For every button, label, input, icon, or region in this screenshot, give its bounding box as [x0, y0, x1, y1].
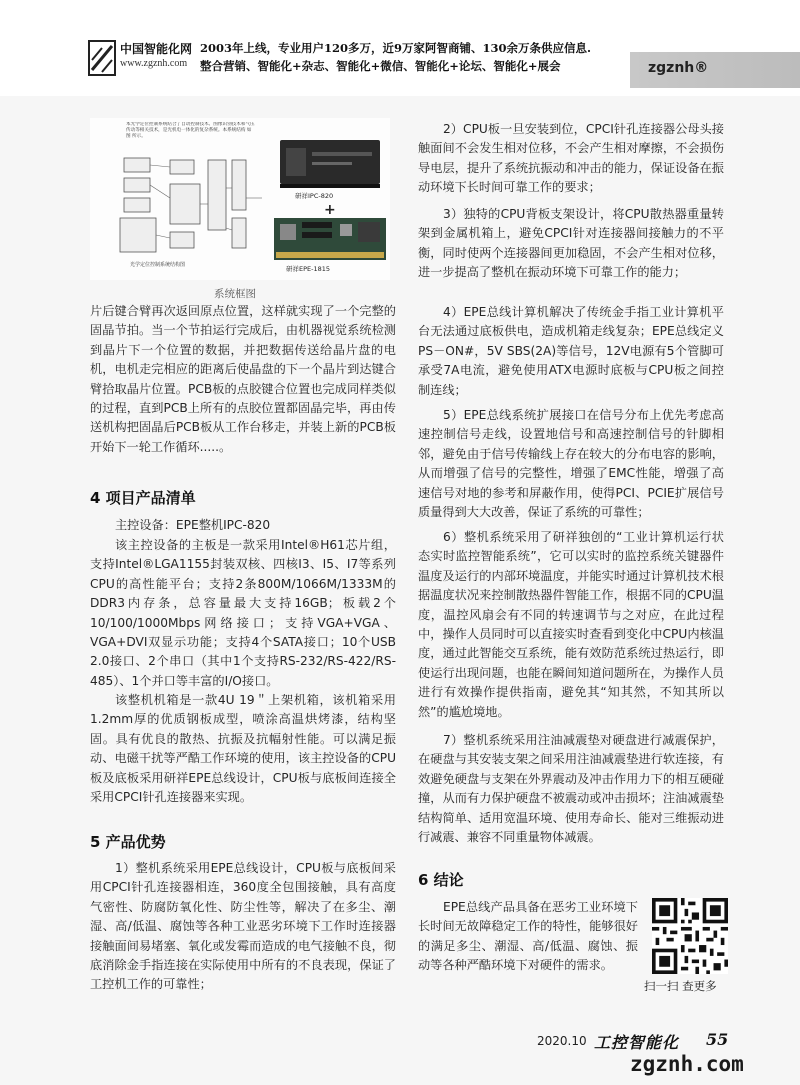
magazine-name: 工控智能化	[594, 1033, 680, 1052]
header-tagline-2: 整合营销、智能化+杂志、智能化+微信、智能化+论坛、智能化+展会	[200, 59, 561, 73]
qr-caption: 扫一扫 查更多	[644, 979, 717, 993]
paragraph-advantage-5: 5）EPE总线系统扩展接口在信号分布上优先考虑高速控制信号走线，设置地信号和高速控制信号的针脚相邻，避免由于信号传输线上存在较大的分布电容的影响，从而增强了信号的完整性，增强了EMC性能，增强了高速信号对地的参考和屏蔽作用，使得PCI、PCIE扩展信号质量得到大大改善，保证了系统的可靠性；	[418, 408, 724, 520]
heading-section-5: 5 产品优势	[90, 833, 166, 851]
brand-name: zgznh®	[648, 60, 709, 76]
epe-1815-board-photo	[274, 218, 386, 260]
product-label-ipc-820: 研祥IPC-820	[295, 192, 334, 200]
figure-caption: 系统框图	[214, 288, 256, 300]
heading-section-6: 6 结论	[418, 871, 464, 889]
site-name: 中国智能化网	[120, 42, 193, 56]
footer-url[interactable]: zgznh.com	[630, 1052, 744, 1076]
page-number: 55	[706, 1030, 729, 1049]
paragraph-motherboard: 该主控设备的主板是一款采用Intel®H61芯片组，支持Intel®LGA1155封装双核、四核I3、I5、I7等系列CPU的高性能平台；支持2条800M/1066M/1333M的DDR3内存条，总容量最大支持16GB；板载2个10/100/1000Mbps网络接口；支持VGA+VGA、VGA+DVI双显示功能；支持4个SATA接口；10个USB 2.0接口、2个串口（其中1个支持RS-232/RS-422/RS-485）、1个并口等丰富的I/O接口。	[90, 538, 396, 688]
figure-description: 本光学定位控制系统结合了自动控制技术、图像识别技术和气压传动等相关技术，是光机电一体化的复杂系统。本系统结构 如图 所示。	[126, 122, 255, 139]
paragraph-chassis: 该整机机箱是一款4U 19＂上架机箱，该机箱采用1.2mm厚的优质钢板成型，喷涂高温烘烤漆，结构坚固。具有优良的散热、抗振及抗幅射性能。可以满足振动、电磁干扰等严酷工作环境的使用，该主控设备的CPU板及底板采用研祥EPE总线设计，CPU板与底板间连接全采用CPCI针孔连接器来实现。	[90, 693, 396, 805]
paragraph-main-device: 主控设备：EPE整机IPC-820	[115, 518, 271, 532]
site-url[interactable]: www.zgznh.com	[120, 58, 188, 69]
paragraph-advantage-4: 4）EPE总线计算机解决了传统金手指工业计算机平台无法通过底板供电，造成机箱走线复杂；EPE总线定义PS－ON#，5V SBS(2A)等信号，12V电源有5个管脚可承受7A电流，避免使用ATX电源时底板与CPU板之间控制连线；	[418, 305, 724, 397]
paragraph-conclusion: EPE总线产品具备在恶劣工业环境下长时间无故障稳定工作的特性，能够很好的满足多尘、潮湿、高/低温、腐蚀、振动等各种严酷环境下对硬件的需求。	[418, 900, 638, 973]
issue-date: 2020.10	[537, 1034, 587, 1048]
diagram-bottom-label: 光学定位控制系统结构图	[130, 262, 186, 268]
paragraph-advantage-3: 3）独特的CPU背板支架设计，将CPU散热器重量转架到金属机箱上，避免CPCI针对连接器间接触力的不平衡，同时使两个连接器间更加稳固，不会产生相对位移，进一步提高了整机在振动环境下可靠工作的能力；	[418, 207, 724, 280]
paragraph-advantage-7: 7）整机系统采用注油减震垫对硬盘进行减震保护，在硬盘与其安装支架之间采用注油减震垫进行软连接，有效避免硬盘与支架在外界震动及冲击作用力下的相互硬碰撞，从而有力保护硬盘不被震动或冲击损坏；注油减震垫结构简单、适用宽温环境、使用寿命长、能对三维振动进行减震、兼容不同重量物体减震。	[418, 733, 724, 845]
logo-icon	[88, 40, 116, 76]
plus-sign: +	[324, 202, 336, 218]
ipc-820-photo	[280, 140, 380, 188]
paragraph-process-cont: 片后键合臂再次返回原点位置，这样就实现了一个完整的固晶节拍。当一个节拍运行完成后，由机器视觉系统检测到晶片下一个位置的数据，并把数据传送给晶片盘的电机，电机走完相应的距离后使晶盘的下一个晶片到达键合臂拾取晶片位置。PCB板的点胶键合位置也完成同样类似的过程，直到PCB上所有的点胶位置都固晶完毕，再由传送机构把固晶后PCB板从工作台移走，并装上新的PCB板开始下一轮工作循环.....。	[90, 304, 396, 454]
page-header	[0, 0, 800, 96]
header-tagline-1: 2003年上线，专业用户120多万，近9万家阿智商铺、130余万条供应信息.	[200, 41, 592, 55]
product-label-epe-1815: 研祥EPE-1815	[286, 265, 331, 273]
paragraph-advantage-6: 6）整机系统采用了研祥独创的“工业计算机运行状态实时监控智能系统”，它可以实时的监控系统关键器件温度及运行的内部环境温度，并能实时通过计算机技术根据温度状况来控制散热器件智能工作，根据不同的CPU温度，温控风扇会有不同的转速调节与之对应，在此过程中，操作人员同时可以直接实时查看到变化中CPU内核温度，通过此智能交互系统，能有效防范系统过热运行，即使运行出现问题，也能在瞬间知道问题所在，为操作人员进行有效操作提供指南，避免其“知其然，不知其所以然”的尴尬境地。	[418, 530, 724, 719]
qr-code[interactable]	[652, 898, 728, 974]
system-block-diagram	[90, 118, 390, 280]
paragraph-advantage-1: 1）整机系统采用EPE总线设计，CPU板与底板间采用CPCI针孔连接器相连，360度全包围接触，具有高度气密性、防腐防氧化性、防尘性等，解决了在多尘、潮湿、高/低温、腐蚀等各种工业恶劣环境下工作时连接器接触面间易堵塞、氧化或发霉而造成的电气接触不良，彻底消除金手指连接在实际使用中所有的不良表现，保证了工控机工作的可靠性；	[90, 861, 396, 992]
paragraph-advantage-2: 2）CPU板一旦安装到位，CPCI针孔连接器公母头接触面间不会发生相对位移，不会产生相对摩擦，不会损伤导电层，提升了系统抗振动和冲击的能力，保证设备在振动环境下长时间可靠工作的要求；	[418, 122, 724, 195]
heading-section-4: 4 项目产品清单	[90, 489, 196, 507]
